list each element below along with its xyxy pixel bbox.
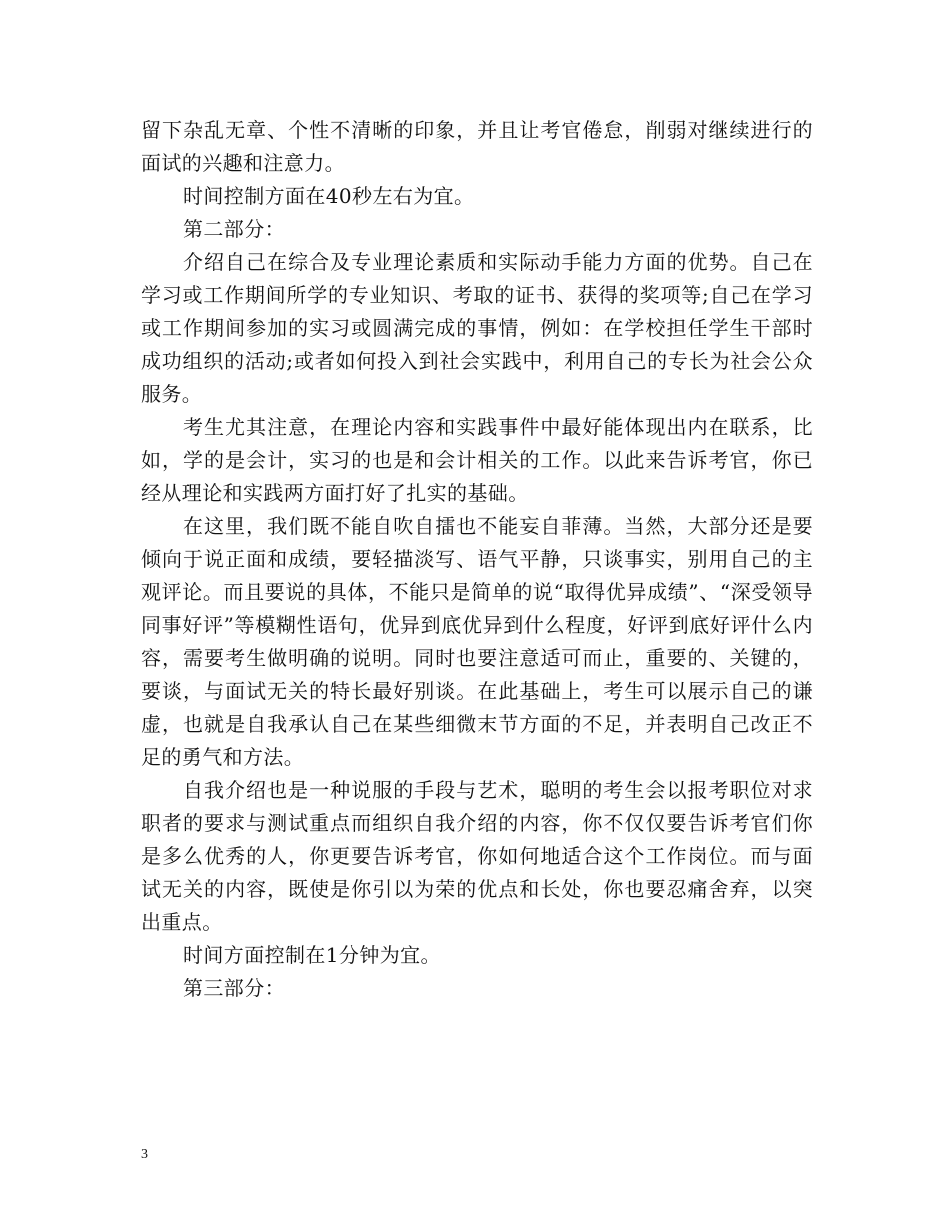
section-heading-part-three: 第三部分： xyxy=(183,976,285,1000)
page-number: 3 xyxy=(141,1147,148,1162)
paragraph-time-control-part-one: 时间控制方面在40秒左右为宜。 xyxy=(183,184,475,208)
paragraph-continuation: 留下杂乱无章、个性不清晰的印象，并且让考官倦怠，削弱对继续进行的面试的兴趣和注意力。 xyxy=(141,118,813,175)
section-heading-part-two: 第二部分： xyxy=(183,217,285,241)
paragraph-theory-practice: 考生尤其注意，在理论内容和实践事件中最好能体现出内在联系，比如，学的是会计，实习的也是和会计相关的工作。以此来告诉考官，你已经从理论和实践两方面打好了扎实的基础。 xyxy=(141,415,813,505)
paragraph-strengths: 介绍自己在综合及专业理论素质和实际动手能力方面的优势。自己在学习或工作期间所学的专业知识、考取的证书、获得的奖项等;自己在学习或工作期间参加的实习或圆满完成的事情，例如：在学校担任学生干部时成功组织的活动;或者如何投入到社会实践中，利用自己的专长为社会公众服务。 xyxy=(141,250,813,406)
paragraph-time-control-part-two: 时间方面控制在1分钟为宜。 xyxy=(183,943,441,967)
paragraph-persuasion: 自我介绍也是一种说服的手段与艺术，聪明的考生会以报考职位对求职者的要求与测试重点而组织自我介绍的内容，你不仅仅要告诉考官们你是多么优秀的人，你更要告诉考官，你如何地适合这个工作岗位。而与面试无关的内容，既使是你引以为荣的优点和长处，你也要忍痛舍弃，以突出重点。 xyxy=(141,778,813,934)
document-page xyxy=(141,114,813,1005)
paragraph-modesty: 在这里，我们既不能自吹自擂也不能妄自菲薄。当然，大部分还是要倾向于说正面和成绩，要轻描淡写、语气平静，只谈事实，别用自己的主观评论。而且要说的具体，不能只是简单的说“取得优异成绩”、“深受领导同事好评”等模糊性语句，优异到底优异到什么程度，好评到底好评什么内容，需要考生做明确的说明。同时也要注意适可而止，重要的、关键的，要谈，与面试无关的特长最好别谈。在此基础上，考生可以展示自己的谦虚，也就是自我承认自己在某些细微末节方面的不足，并表明自己改正不足的勇气和方法。 xyxy=(141,514,813,769)
